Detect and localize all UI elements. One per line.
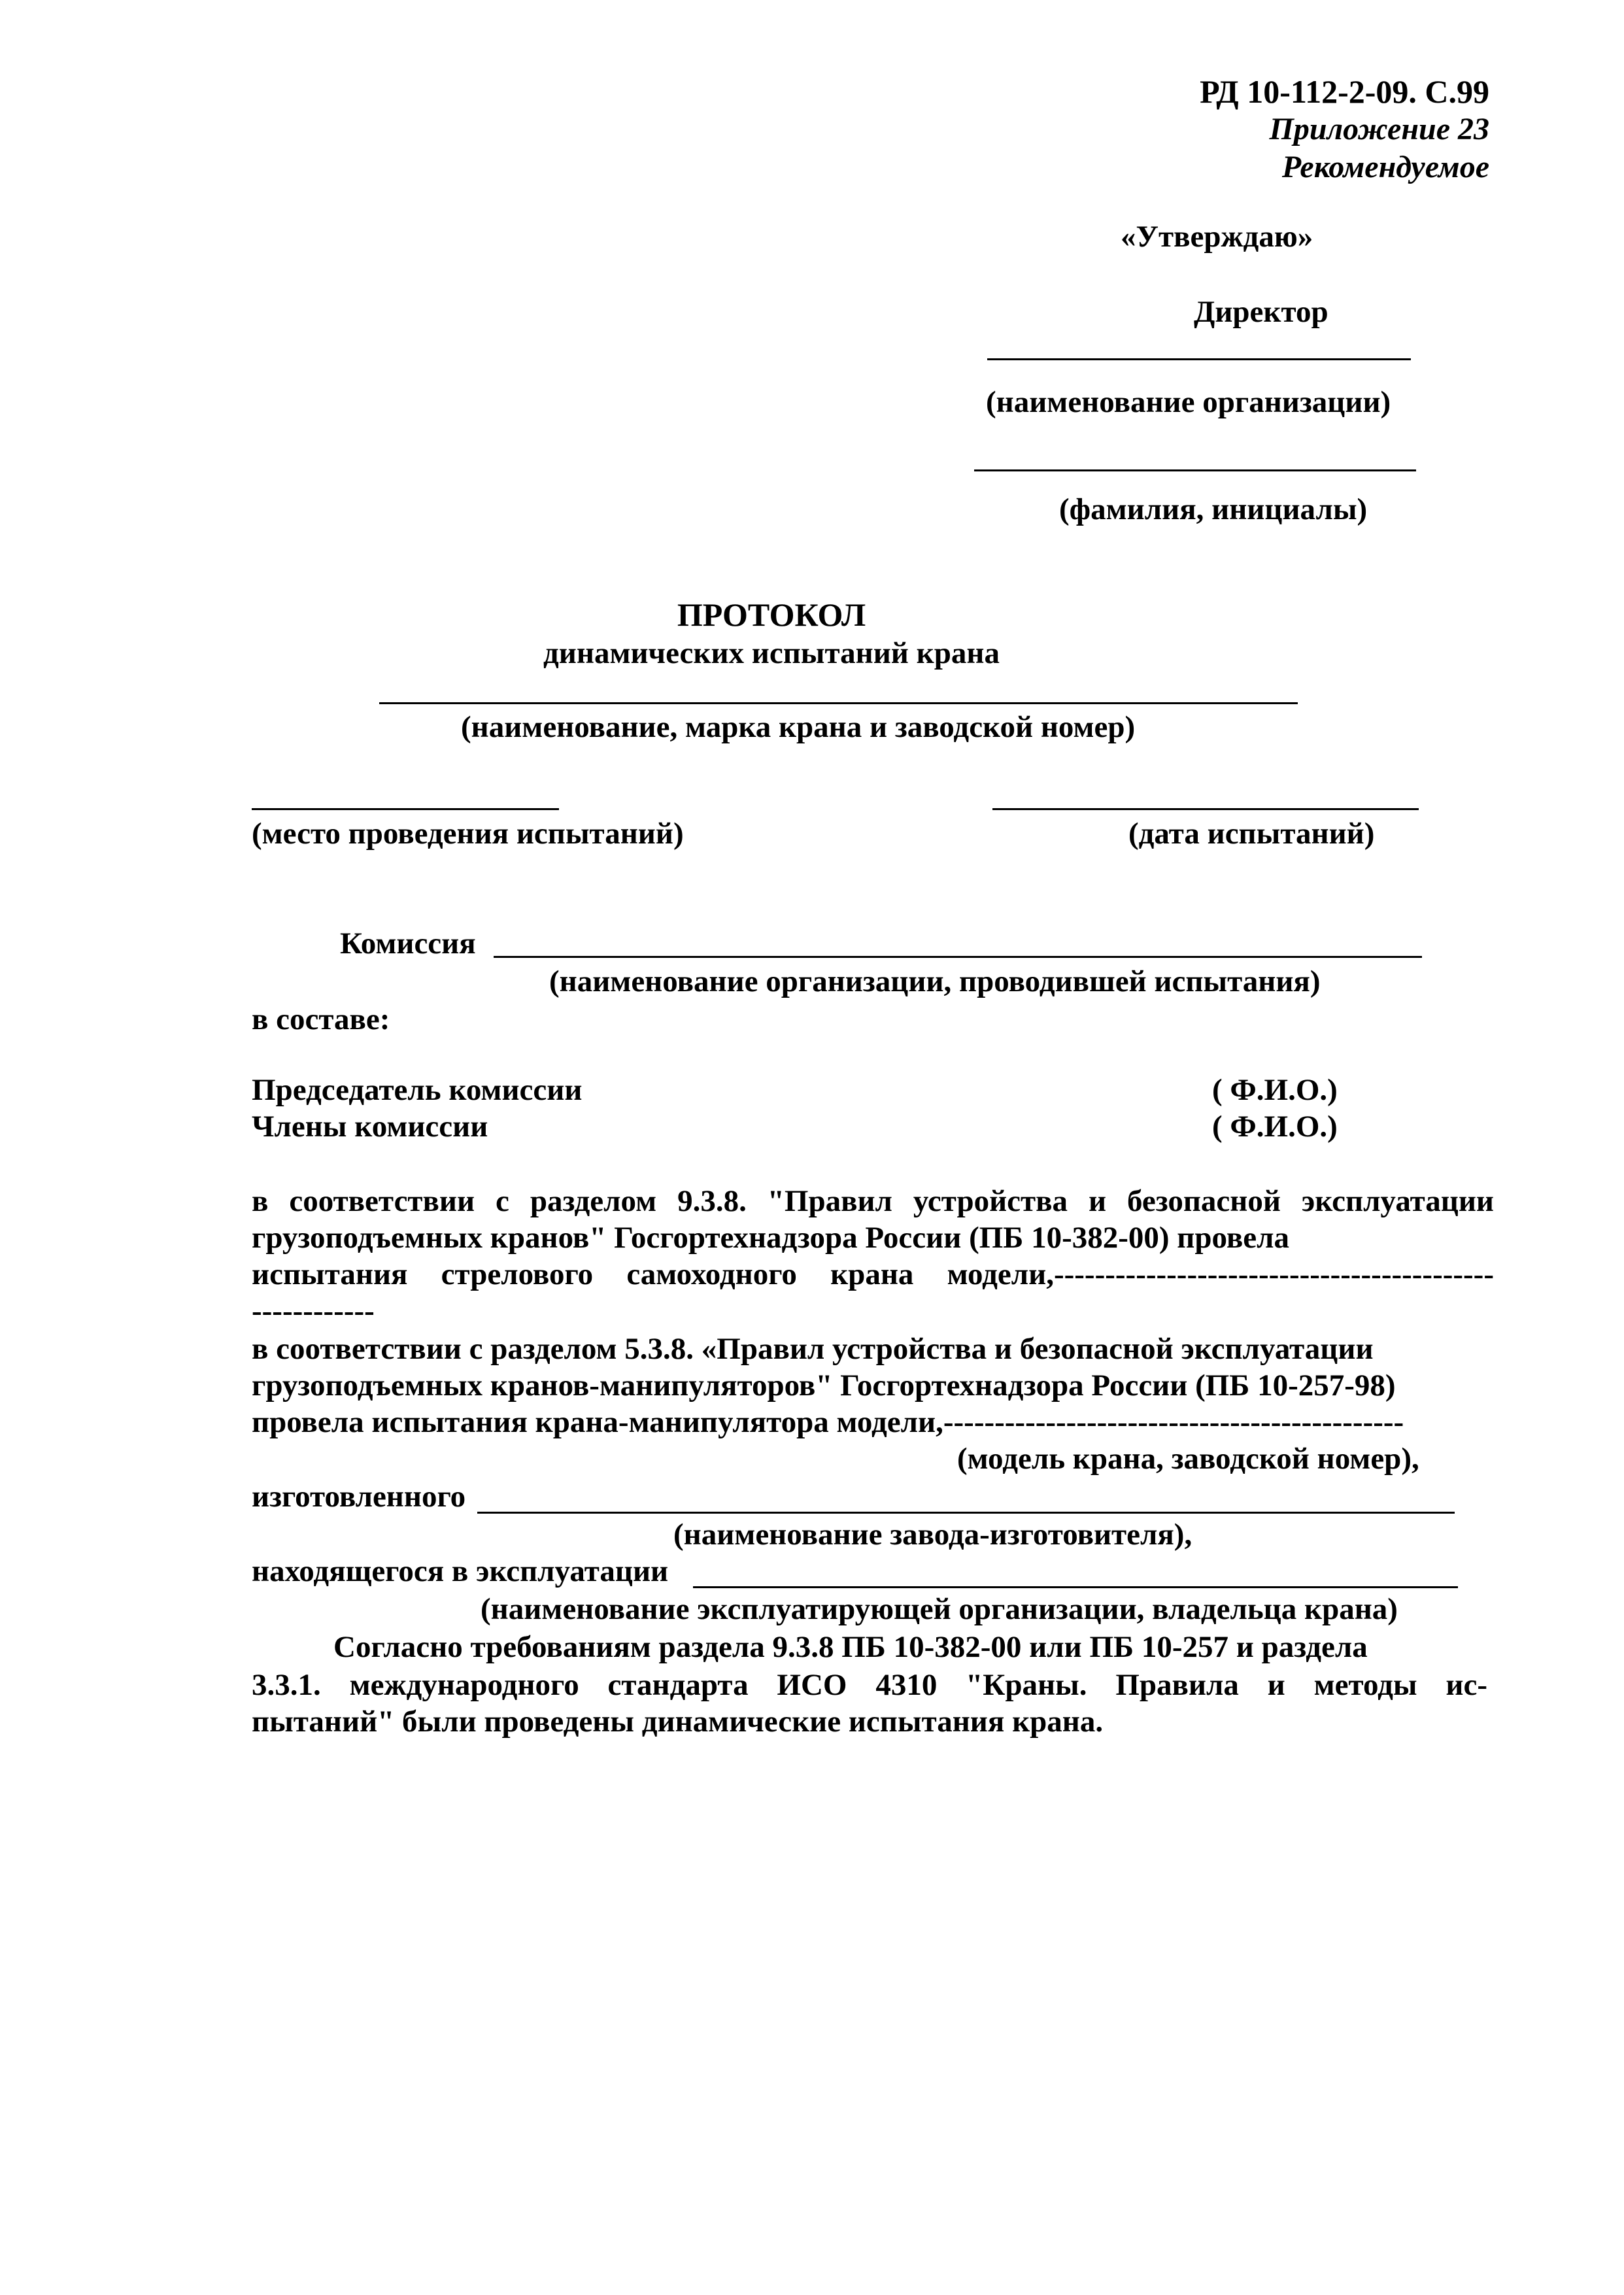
in-operation-label: находящегося в эксплуатации — [252, 1554, 669, 1588]
document-code: РД 10-112-2-09. С.99 — [1200, 73, 1489, 110]
paragraph-3-line-2: 3.3.1. международного стандарта ИСО 4310 "Краны. Правила и методы ис- — [252, 1668, 1487, 1702]
manufactured-label: изготовленного — [252, 1480, 466, 1514]
approval-label: «Утверждаю» — [1121, 220, 1313, 254]
paragraph-2-line-1: в соответствии с разделом 5.3.8. «Правил устройства и безопасной эксплуатации — [252, 1332, 1374, 1366]
org-name-line — [987, 358, 1411, 360]
paragraph-1-line-1: в соответствии с разделом 9.3.8. "Правил устройства и безопасной эксплуатации — [252, 1184, 1494, 1218]
paragraph-1-line-4: ------------ — [252, 1294, 375, 1328]
place-caption: (место проведения испытаний) — [252, 817, 684, 851]
document-title: ПРОТОКОЛ — [677, 596, 866, 633]
commission-org-caption: (наименование организации, проводившей испытания) — [549, 964, 1321, 998]
members-label: Члены комиссии — [252, 1110, 488, 1144]
paragraph-1-line-2: грузоподъемных кранов" Госгортехнадзора России (ПБ 10-382-00) провела — [252, 1221, 1289, 1255]
members-fio: ( Ф.И.О.) — [1212, 1110, 1338, 1144]
operator-line — [693, 1586, 1458, 1588]
commission-org-line — [494, 956, 1422, 958]
place-line — [252, 808, 559, 810]
document-subtitle: динамических испытаний крана — [543, 636, 1000, 670]
appendix-number: Приложение 23 — [1269, 112, 1489, 146]
paragraph-3-line-1: Согласно требованиям раздела 9.3.8 ПБ 10-382-00 или ПБ 10-257 и раздела — [333, 1630, 1368, 1664]
paragraph-2-line-3: провела испытания крана-манипулятора модели,--------------------------------------------- — [252, 1405, 1404, 1439]
paragraph-3-line-3: пытаний" были проведены динамические испытания крана. — [252, 1705, 1104, 1739]
appendix-status: Рекомендуемое — [1281, 150, 1489, 184]
composition-label: в составе: — [252, 1002, 390, 1036]
director-name-line — [974, 469, 1416, 471]
crane-name-caption: (наименование, марка крана и заводской номер) — [461, 710, 1136, 744]
director-label: Директор — [1194, 295, 1328, 329]
paragraph-1-line-3: испытания стрелового самоходного крана модели,------------------------------------------- — [252, 1257, 1494, 1291]
model-caption: (модель крана, заводской номер), — [957, 1442, 1419, 1476]
chairman-fio: ( Ф.И.О.) — [1212, 1073, 1338, 1107]
manufacturer-line — [477, 1512, 1455, 1514]
director-name-caption: (фамилия, инициалы) — [1059, 492, 1368, 526]
commission-label: Комиссия — [340, 926, 476, 960]
org-name-caption: (наименование организации) — [986, 385, 1391, 419]
date-line — [992, 808, 1419, 810]
date-caption: (дата испытаний) — [1128, 817, 1375, 851]
manufacturer-caption: (наименование завода-изготовителя), — [673, 1518, 1193, 1552]
paragraph-2-line-2: грузоподъемных кранов-манипуляторов" Госгортехнадзора России (ПБ 10-257-98) — [252, 1368, 1396, 1402]
chairman-label: Председатель комиссии — [252, 1073, 583, 1107]
crane-name-line — [379, 702, 1298, 704]
operator-caption: (наименование эксплуатирующей организации, владельца крана) — [481, 1592, 1398, 1626]
